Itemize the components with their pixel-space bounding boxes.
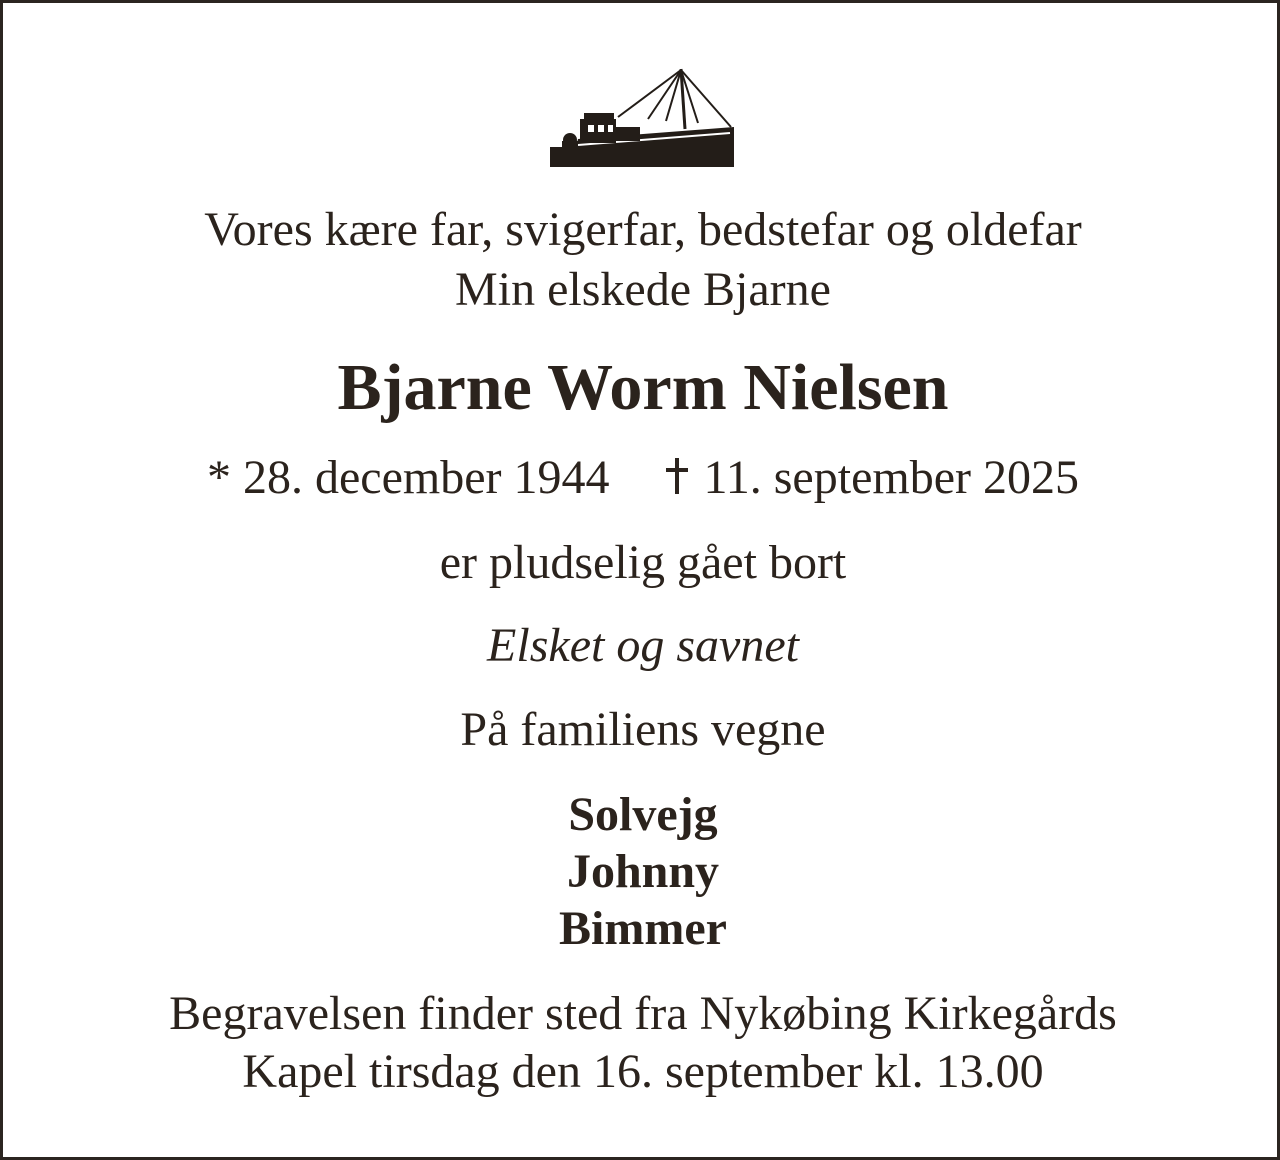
life-dates [3,448,1280,508]
on-behalf-text: På familiens vegne [460,703,826,756]
signature-name: Solvejg [568,788,718,841]
intro-line-1: Vores kære far, svigerfar, bedstefar og oldefar [204,203,1082,256]
deceased-name: Bjarne Worm Nielsen [337,351,949,424]
intro-line-2: Min elskede Bjarne [455,263,831,316]
funeral-info-line-1: Begravelsen finder sted fra Nykøbing Kirkegårds [169,987,1117,1040]
motto-text: Elsket og savnet [487,619,799,672]
signature-name: Bimmer [559,902,727,955]
funeral-info-line-2: Kapel tirsdag den 16. september kl. 13.00 [242,1045,1044,1098]
signature-name: Johnny [566,845,720,898]
announcement-text: er pludselig gået bort [439,536,847,589]
birth-date: 28. december 1944 [242,451,610,504]
latin-cross-icon [662,456,692,496]
death-date: 11. september 2025 [703,451,1079,504]
fishing-boat-icon [548,67,738,171]
birth-symbol: * [206,451,231,504]
